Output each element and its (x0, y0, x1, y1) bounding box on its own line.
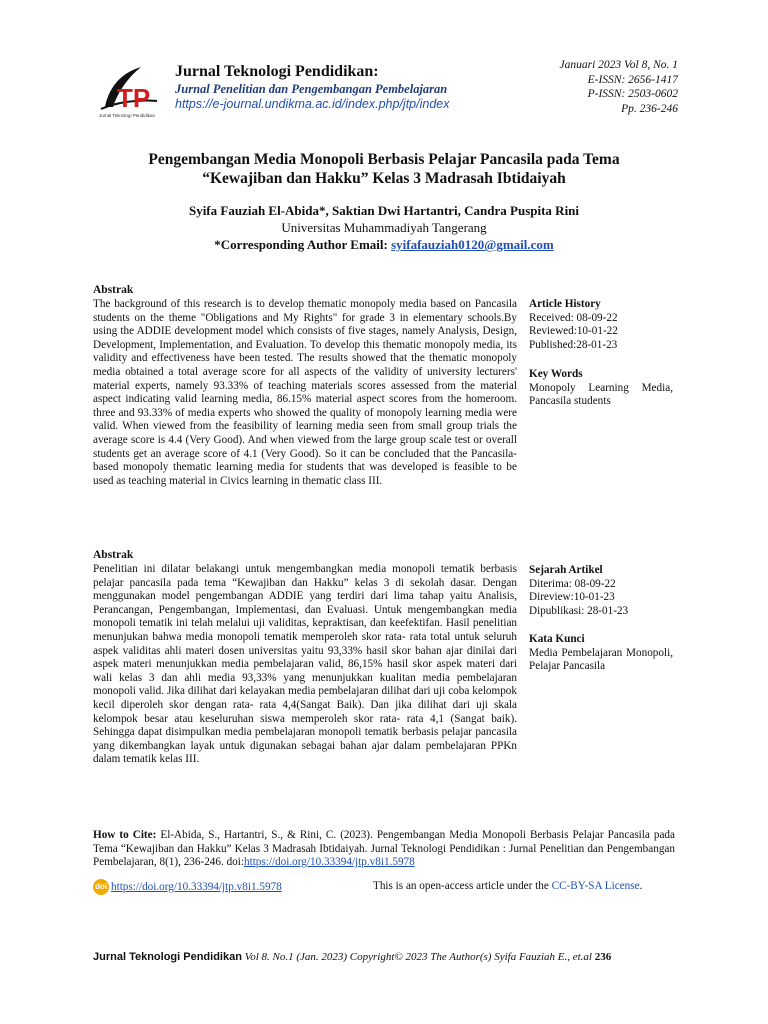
keywords-en (529, 368, 673, 409)
journal-title: Jurnal Teknologi Pendidikan: (175, 63, 379, 80)
license-end: . (639, 880, 643, 892)
article-history (529, 298, 673, 352)
license-link[interactable]: CC-BY-SA License (551, 880, 640, 892)
issue-volume: Januari 2023 Vol 8, No. 1 (559, 59, 678, 71)
journal-url-link[interactable]: https://e-journal.undikma.ac.id/index.php/jtp/index (175, 97, 450, 111)
corresponding-label: *Corresponding Author Email: (214, 237, 388, 252)
sejarah-artikel-heading: Sejarah Artikel (529, 564, 603, 576)
cite-text: El-Abida, S., Hartantri, S., & Rini, C. (2023). Pengembangan Media Monopoli Berbasis Pelajar Pancasila pada Tema “Kewajiban dan Hakku” Kelas 3 Madrasah Ibtidaiyah. Jurnal Teknologi Pendidikan : Jurnal Penelitian dan Pengembangan Pembelajaran, 8(1), 236-246. doi: (93, 829, 675, 869)
journal-logo (95, 63, 167, 119)
doi-link[interactable]: https://doi.org/10.33394/jtp.v8i1.5978 (111, 881, 282, 893)
page-footer (93, 951, 611, 963)
logo-caption: Jurnal Teknologi Pendidikan (99, 113, 155, 118)
affiliation: Universitas Muhammadiyah Tangerang (281, 220, 487, 235)
corresponding-email-link[interactable]: syifafauziah0120@gmail.com (391, 237, 554, 252)
published-date: Published:28-01-23 (529, 338, 618, 351)
cite-label: How to Cite: (93, 829, 157, 841)
article-history-heading: Article History (529, 298, 601, 310)
eissn: E-ISSN: 2656-1417 (587, 73, 678, 86)
cite-doi-link[interactable]: https://doi.org/10.33394/jtp.v8i1.5978 (244, 856, 415, 869)
kata-kunci-heading: Kata Kunci (529, 633, 585, 645)
kata-kunci (529, 633, 673, 674)
diterima-date: Diterima: 08-09-22 (529, 577, 616, 590)
keywords-en-text: Monopoly Learning Media, Pancasila students (529, 381, 673, 408)
corresponding-author (90, 237, 678, 253)
footer-journal: Jurnal Teknologi Pendidikan (93, 951, 242, 963)
footer-page-number: 236 (594, 951, 612, 963)
issue-info (559, 58, 678, 116)
paper-title (90, 150, 678, 188)
title-line-2: “Kewajiban dan Hakku” Kelas 3 Madrasah Ibtidaiyah (202, 170, 566, 187)
doi-row (93, 879, 282, 895)
received-date: Received: 08-09-22 (529, 311, 618, 324)
keywords-en-heading: Key Words (529, 368, 583, 380)
license-text: This is an open-access article under the (373, 880, 552, 892)
authors: Syifa Fauziah El-Abida*, Saktian Dwi Hartantri, Candra Puspita Rini (188, 203, 580, 218)
sejarah-artikel (529, 564, 673, 618)
dipublikasi-date: Dipublikasi: 28-01-23 (529, 604, 629, 617)
reviewed-date: Reviewed:10-01-22 (529, 325, 618, 338)
logo-text: TP (117, 83, 151, 113)
pissn: P-ISSN: 2503-0602 (587, 88, 678, 100)
abstract-id-text: Penelitian ini dilatar belakangi untuk mengembangkan media monopoli tematik berbasis pelajar pancasila pada tema “Kewajiban dan Hakku” kelas 3 di sekolah dasar. Dengan menggunakan model pengembangan ADDIE yang terdiri dari lima tahap yaitu Analisis, Perancangan, Pengembangan, Implementasi, dan Evaluasi. Untuk mengembangkan media monopoli tematik ini telah melalui uji validitas, kepraktisan, dan keefektifan. Hasil penelitian menunjukan bahwa media monopoli tematik memperoleh skor rata- rata total untuk seluruh aspek validitas ahli materi dosen universitas yaitu 93,33% hasil skor bahan ajar dinilai dari aspek materi menunjukkan media pembelajaran valid, 86,15% hasil skor aspek materi dari wali kelas 3 dan ahli media 93,33% yang menunjukkan kualitan media pembelajaran monopoli valid. Jika dilihat dari kelayakan media pembelajaran dilihat dari uji coba kelompok kecil diperoleh skor dengan rata- rata 4,4(Sangat Baik). Dan jika dilihat dari uji skala kelompok besar atau keseluruhan siswa memperoleh skor rata- rata 4,1 (Sangat baik). Sehingga dapat disimpulkan media pembelajaran monopoli tematik berbasis pelajar pancasila yang dikembangkan layak untuk digunakan sebagai bahan ajar dalam pembelajaran PPKn dalam tematik kelas III. (93, 563, 517, 766)
direview-date: Direview:10-01-23 (529, 591, 615, 604)
abstract-en-text: The background of this research is to develop thematic monopoly media based on Pancasila students on the theme "Obligations and My Rights" for grade 3 in elementary schools.By using the ADDIE development model which consists of five stages, namely Analysis, Design, Development, Implementation, and Evaluation. To develop this thematic monopoly media, its validity and effectiveness have been tested. The results showed that the thematic monopoly media obtained a total average score for all aspects of the validity of university lecturers' material experts, namely 93.33% of teaching materials scores assessed from the material aspect indicating valid learning media, 86.15% material aspect scores from the homeroom. three and 93.33% of media experts who showed the quality of monopoly learning media were valid. When viewed from the feasibility of learning media seen from small group trials the average score is 4.4 (Very Good). And when viewed from the large group scale test or overall students get an average score of 4.1 (Very Good). So it can be concluded that the Pancasila-based monopoly thematic learning media for students that was developed is feasible to be used as teaching material in Civics learning in thematic class III. (93, 298, 517, 487)
page-range: Pp. 236-246 (621, 102, 678, 115)
abstract-id-heading: Abstrak (93, 549, 134, 561)
logo-graphic (95, 63, 167, 119)
doi-icon: doi (93, 879, 109, 895)
abstract-en-heading: Abstrak (93, 284, 134, 296)
footer-info: Vol 8. No.1 (Jan. 2023) Copyright© 2023 The Author(s) Syifa Fauziah E., et.al (241, 951, 595, 963)
title-line-1: Pengembangan Media Monopoli Berbasis Pelajar Pancasila pada Tema (148, 151, 620, 168)
journal-subtitle: Jurnal Penelitian dan Pengembangan Pembelajaran (175, 82, 448, 96)
license-statement (373, 880, 642, 892)
how-to-cite (93, 829, 675, 870)
kata-kunci-text: Media Pembelajaran Monopoli, Pelajar Pancasila (529, 646, 673, 673)
